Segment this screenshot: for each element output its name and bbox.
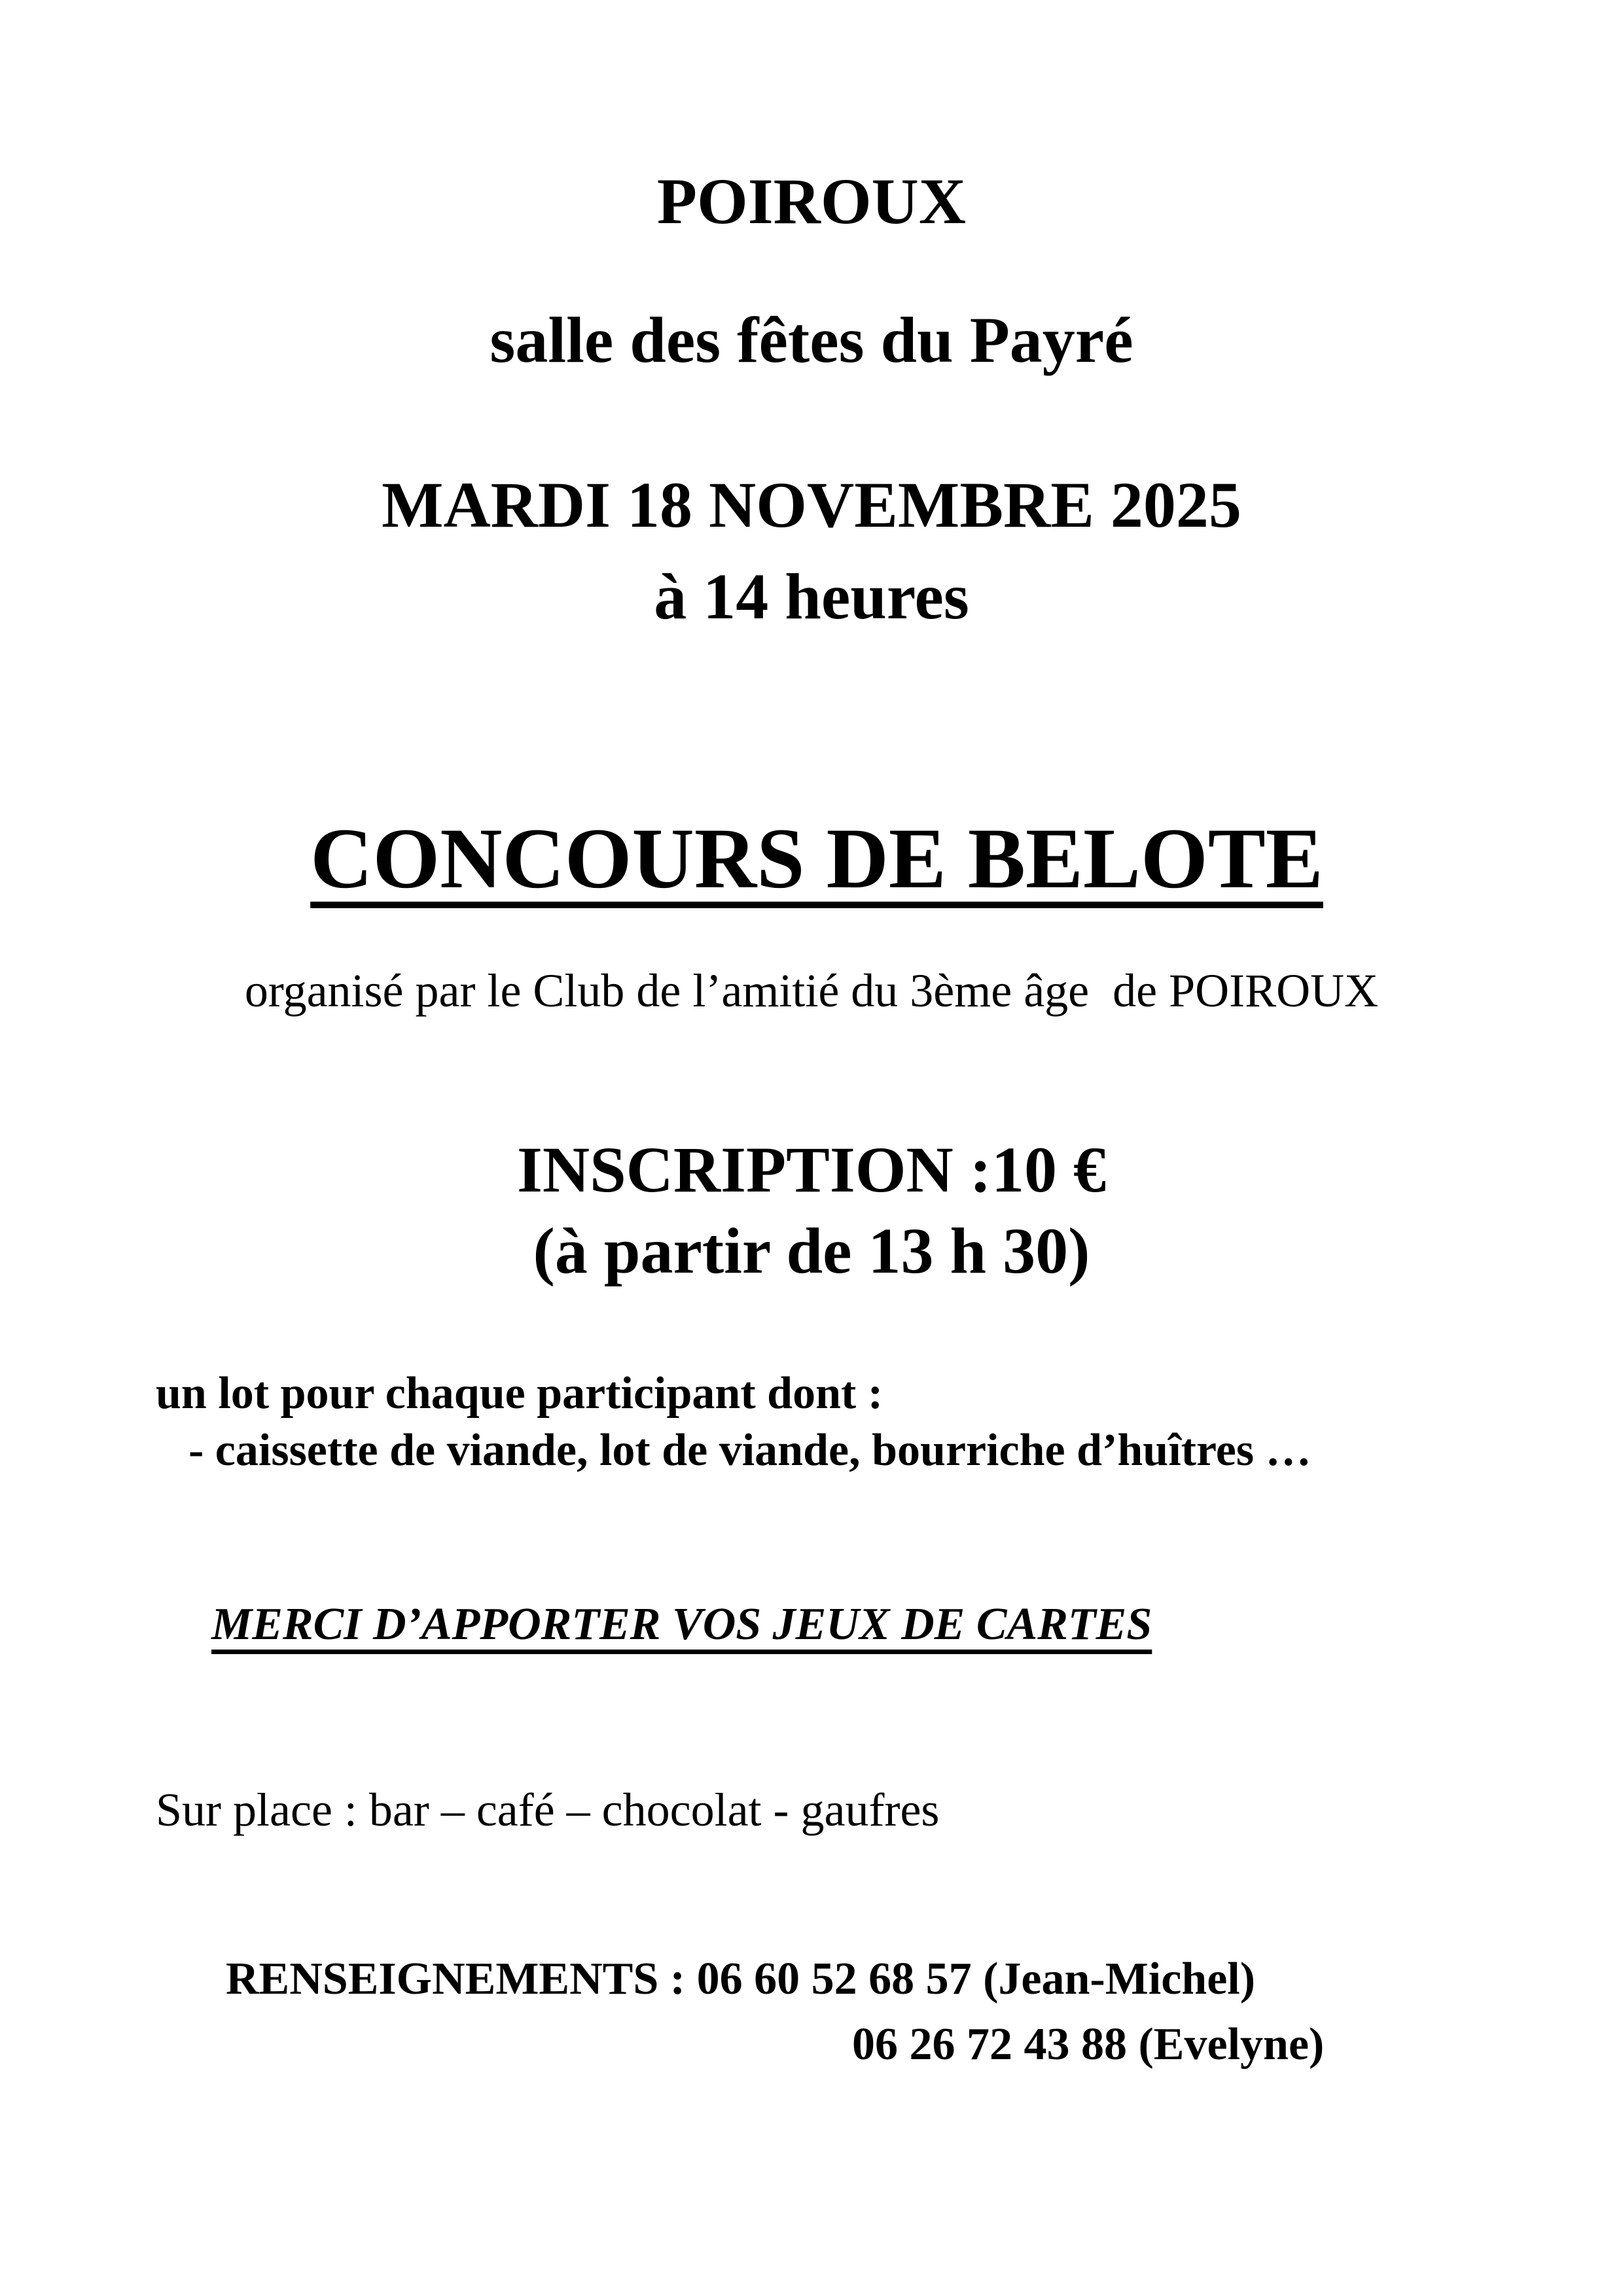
contact-row-2 <box>806 1976 1324 2113</box>
event-title: CONCOURS DE BELOTE <box>310 810 1323 906</box>
prizes-list: - caissette de viande, lot de viande, bourriche d’huîtres … <box>188 1425 1311 1475</box>
reminder-text: MERCI D’APPORTER VOS JEUX DE CARTES <box>211 1599 1152 1650</box>
contact-phone-2: 06 26 72 43 88 <box>852 2019 1127 2070</box>
contact-phone-1: 06 60 52 68 57 <box>696 1954 972 2004</box>
reminder-wrap <box>201 1591 1152 1658</box>
venue-heading: salle des fêtes du Payré <box>490 304 1133 376</box>
prizes-intro: un lot pour chaque participant dont : <box>156 1368 883 1419</box>
contact-name-1: (Jean-Michel) <box>983 1954 1256 2004</box>
info-label: RENSEIGNEMENTS : <box>226 1954 697 2004</box>
event-title-wrap <box>0 805 1623 912</box>
registration-fee: INSCRIPTION :10 € <box>516 1133 1107 1206</box>
onsite-services: Sur place : bar – café – chocolat - gaufres <box>156 1784 940 1836</box>
organizer-line: organisé par le Club de l’amitié du 3ème âge de POIROUX <box>244 964 1379 1017</box>
contact-name-2: (Evelyne) <box>1138 2019 1325 2070</box>
event-time: à 14 heures <box>654 560 969 633</box>
registration-time: (à partir de 13 h 30) <box>533 1214 1090 1287</box>
town-heading: POIROUX <box>656 165 967 238</box>
event-date: MARDI 18 NOVEMBRE 2025 <box>382 468 1241 541</box>
